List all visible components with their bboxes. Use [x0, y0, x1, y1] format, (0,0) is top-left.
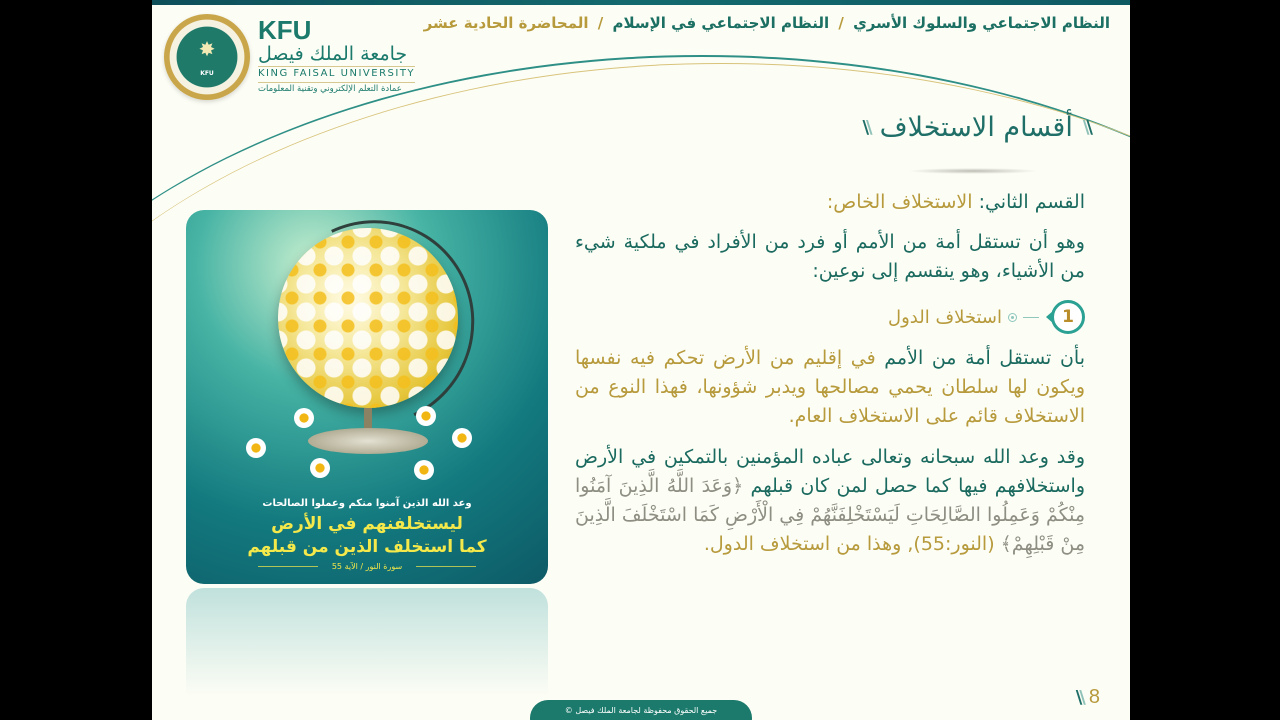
section-label: القسم الثاني: — [978, 191, 1085, 213]
verse-ref-text: سورة النور / الآية 55 — [331, 562, 403, 571]
section-value: الاستخلاف الخاص: — [826, 191, 973, 213]
connector-line — [1023, 317, 1039, 318]
deanship-name: عمادة التعلم الإلكتروني وتقنية المعلومات — [258, 82, 415, 96]
card-verse-reference — [186, 562, 548, 571]
number-badge — [1051, 300, 1085, 334]
page-number: 8 — [1088, 686, 1100, 708]
brand-name-en: KING FAISAL UNIVERSITY — [258, 68, 416, 79]
divider — [258, 566, 318, 567]
flower-icon — [414, 460, 434, 480]
title-underline-shadow — [908, 168, 1038, 174]
divider — [416, 566, 476, 567]
copyright-footer: جميع الحقوق محفوظة لجامعة الملك فيصل © — [530, 700, 752, 720]
item-desc-body: في إقليم من الأرض تحكم فيه نفسها ويكون لها سلطان يحمي مصالحها ويدبر شؤونها، فهذا النوع من الاستخلاف قائم على الاستخلاف العام. — [575, 347, 1085, 427]
promise-paragraph — [575, 443, 1085, 559]
globe-meridian — [243, 210, 503, 454]
slide — [152, 0, 1130, 720]
breadcrumb-separator: / — [838, 14, 844, 32]
card-verse-line1: وعد الله الذين آمنوا منكم وعملوا الصالحات — [262, 498, 472, 509]
slide-title-row — [862, 112, 1090, 143]
verse-citation: (النور:55), وهذا من استخلاف الدول. — [703, 533, 995, 555]
illustration-card — [186, 210, 548, 584]
item-label: استخلاف الدول — [888, 306, 1002, 328]
promise-text: وقد وعد الله سبحانه وتعالى عباده المؤمنين بالتمكين في الأرض واستخلافهم فيها كما حصل لمن كان قبلهم — [575, 446, 1086, 497]
item-desc-highlight: بأن تستقل أمة من الأمم — [884, 347, 1085, 369]
flower-icon — [452, 428, 472, 448]
breadcrumb-separator: / — [597, 14, 604, 32]
slide-content — [575, 188, 1085, 559]
slash-mark-icon: \\ — [1082, 117, 1090, 138]
card-reflection — [186, 588, 548, 708]
university-seal-icon — [164, 14, 250, 100]
slash-mark-icon: \\ — [862, 117, 870, 138]
flower-icon — [416, 406, 436, 426]
slide-title: أقسام الاستخلاف — [879, 112, 1073, 143]
item-description — [575, 344, 1085, 431]
seal-label: KFU — [200, 70, 214, 78]
breadcrumb — [424, 14, 1110, 32]
card-verse-line2: ليستخلفنهم في الأرض — [271, 514, 463, 534]
palm-star-icon: ✸ — [198, 36, 216, 61]
flower-icon — [294, 408, 314, 428]
bullet-dot-icon — [1008, 313, 1017, 322]
flower-icon — [310, 458, 330, 478]
section-heading — [575, 188, 1085, 216]
breadcrumb-course: النظام الاجتماعي والسلوك الأسري — [853, 14, 1110, 32]
slash-mark-icon: \\ — [1075, 687, 1083, 708]
university-logo — [164, 14, 415, 100]
definition-text: وهو أن تستقل أمة من الأمم أو فرد من الأفراد في ملكية شيء من الأشياء، وهو ينقسم إلى نوعين: — [575, 231, 1085, 282]
breadcrumb-lecture: المحاضرة الحادية عشر — [423, 14, 589, 32]
globe-base — [308, 428, 428, 454]
page-indicator — [1076, 686, 1100, 709]
quran-verse: ﴿وَعَدَ اللَّهُ الَّذِينَ آمَنُوا مِنْكُمْ وَعَمِلُوا الصَّالِحَاتِ لَيَسْتَخْلِفَنَّهُمْ فِي الْأَرْضِ كَمَا اسْتَخْلَفَ الَّذِينَ مِنْ قَبْلِهِمْ﴾ — [575, 475, 1085, 555]
numbered-item — [575, 300, 1085, 334]
flower-icon — [246, 438, 266, 458]
top-bar — [152, 0, 1130, 5]
brand-name-ar: جامعة الملك فيصل — [258, 43, 408, 65]
card-verse-line3: كما استخلف الذين من قبلهم — [247, 537, 487, 557]
badge-number: 1 — [1062, 307, 1074, 327]
brand-text — [258, 15, 416, 96]
breadcrumb-topic: النظام الاجتماعي في الإسلام — [612, 14, 830, 32]
brand-abbr: KFU — [258, 15, 312, 45]
